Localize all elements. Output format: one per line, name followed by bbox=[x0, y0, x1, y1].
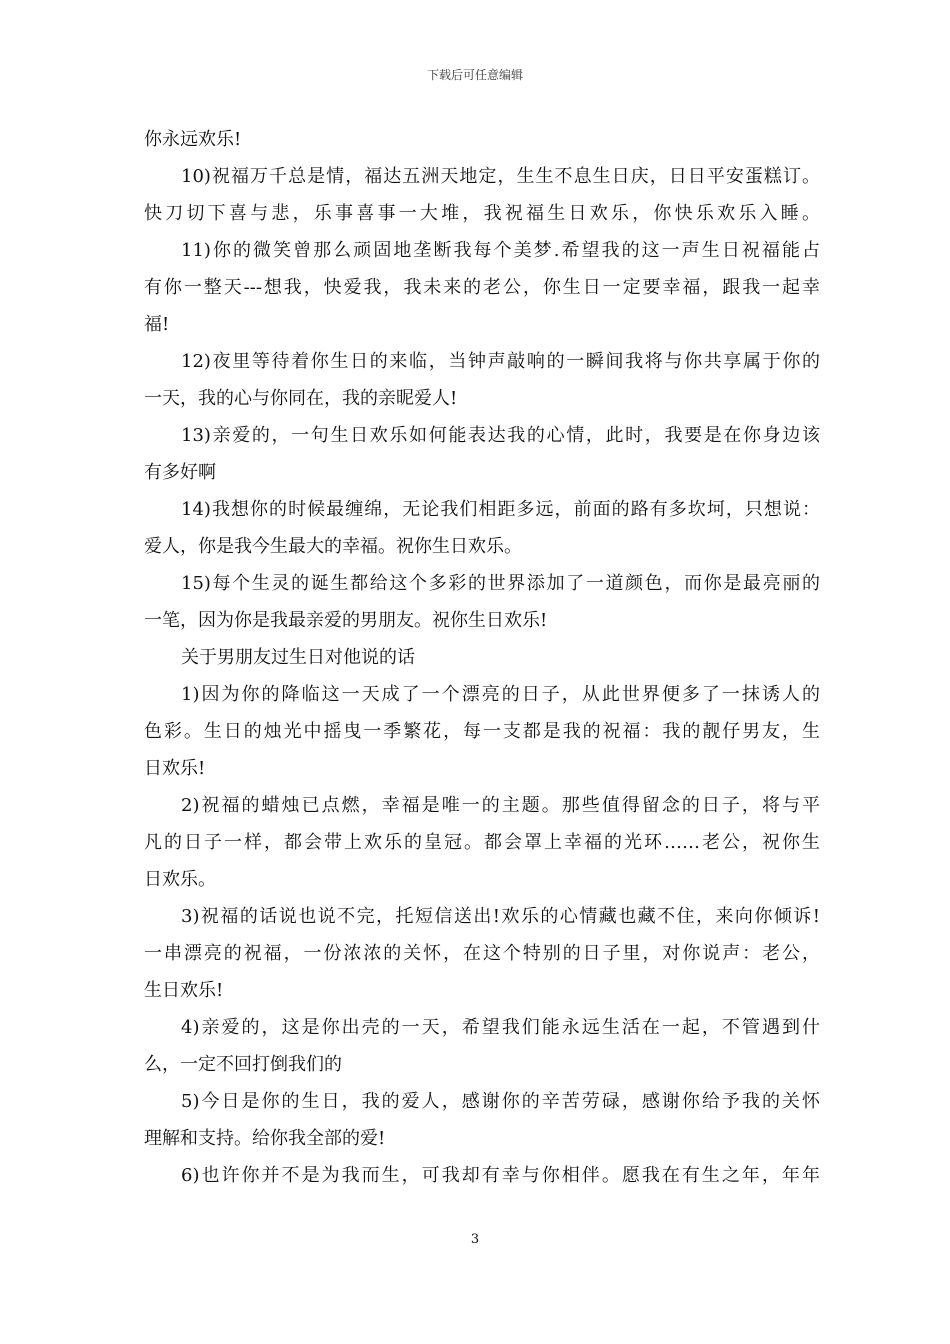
text-line: 么，一定不回打倒我们的 bbox=[144, 1054, 342, 1075]
text-line: 一天，我的心与你同在，我的亲昵爱人! bbox=[144, 388, 458, 409]
text-line: 14)我想你的时候最缠绵，无论我们相距多远，前面的路有多坎坷，只想说： bbox=[181, 499, 820, 520]
page-number: 3 bbox=[470, 1232, 480, 1247]
text-line: 你永远欢乐! bbox=[144, 129, 242, 150]
text-line: 12)夜里等待着你生日的来临，当钟声敲响的一瞬间我将与你共享属于你的 bbox=[181, 351, 820, 372]
text-line: 3)祝福的话说也说不完，托短信送出!欢乐的心情藏也藏不住，来向你倾诉! bbox=[181, 906, 820, 927]
text-line: 2)祝福的蜡烛已点燃，幸福是唯一的主题。那些值得留念的日子，将与平 bbox=[181, 795, 820, 816]
text-line: 色彩。生日的烛光中摇曳一季繁花，每一支都是我的祝福：我的靓仔男友，生 bbox=[144, 721, 820, 742]
text-line: 日欢乐。 bbox=[144, 869, 216, 890]
text-line: 生日欢乐! bbox=[144, 980, 224, 1001]
text-line: 15)每个生灵的诞生都给这个多彩的世界添加了一道颜色，而你是最亮丽的 bbox=[181, 573, 820, 594]
page-header: 下载后可任意编辑 bbox=[426, 68, 523, 82]
text-line: 爱人，你是我今生最大的幸福。祝你生日欢乐。 bbox=[144, 536, 522, 557]
text-line: 11)你的微笑曾那么顽固地垄断我每个美梦.希望我的这一声生日祝福能占 bbox=[181, 240, 820, 261]
text-line: 4)亲爱的，这是你出壳的一天，希望我们能永远生活在一起，不管遇到什 bbox=[181, 1017, 820, 1038]
text-line: 理解和支持。给你我全部的爱! bbox=[144, 1128, 386, 1149]
text-line: 6)也许你并不是为我而生，可我却有幸与你相伴。愿我在有生之年，年年 bbox=[181, 1165, 820, 1186]
text-line: 一串漂亮的祝福，一份浓浓的关怀，在这个特别的日子里，对你说声：老公， bbox=[144, 943, 820, 964]
text-line: 有多好啊 bbox=[144, 462, 216, 483]
text-line: 快刀切下喜与悲，乐事喜事一大堆，我祝福生日欢乐，你快乐欢乐入睡。 bbox=[144, 203, 820, 224]
text-line: 日欢乐! bbox=[144, 758, 206, 779]
text-line: 13)亲爱的，一句生日欢乐如何能表达我的心情，此时，我要是在你身边该 bbox=[181, 425, 820, 446]
text-line: 凡的日子一样，都会带上欢乐的皇冠。都会罩上幸福的光环……老公，祝你生 bbox=[144, 832, 820, 853]
text-line: 5)今日是你的生日，我的爱人，感谢你的辛苦劳碌，感谢你给予我的关怀 bbox=[181, 1091, 820, 1112]
text-line: 一笔，因为你是我最亲爱的男朋友。祝你生日欢乐! bbox=[144, 610, 548, 631]
text-line: 福! bbox=[144, 314, 170, 335]
text-line: 10)祝福万千总是情，福达五洲天地定，生生不息生日庆，日日平安蛋糕订。 bbox=[181, 166, 820, 187]
section-heading: 关于男朋友过生日对他说的话 bbox=[181, 647, 415, 668]
text-line: 1)因为你的降临这一天成了一个漂亮的日子，从此世界便多了一抹诱人的 bbox=[181, 684, 820, 705]
text-line: 有你一整天---想我，快爱我，我未来的老公，你生日一定要幸福，跟我一起幸 bbox=[144, 277, 820, 298]
